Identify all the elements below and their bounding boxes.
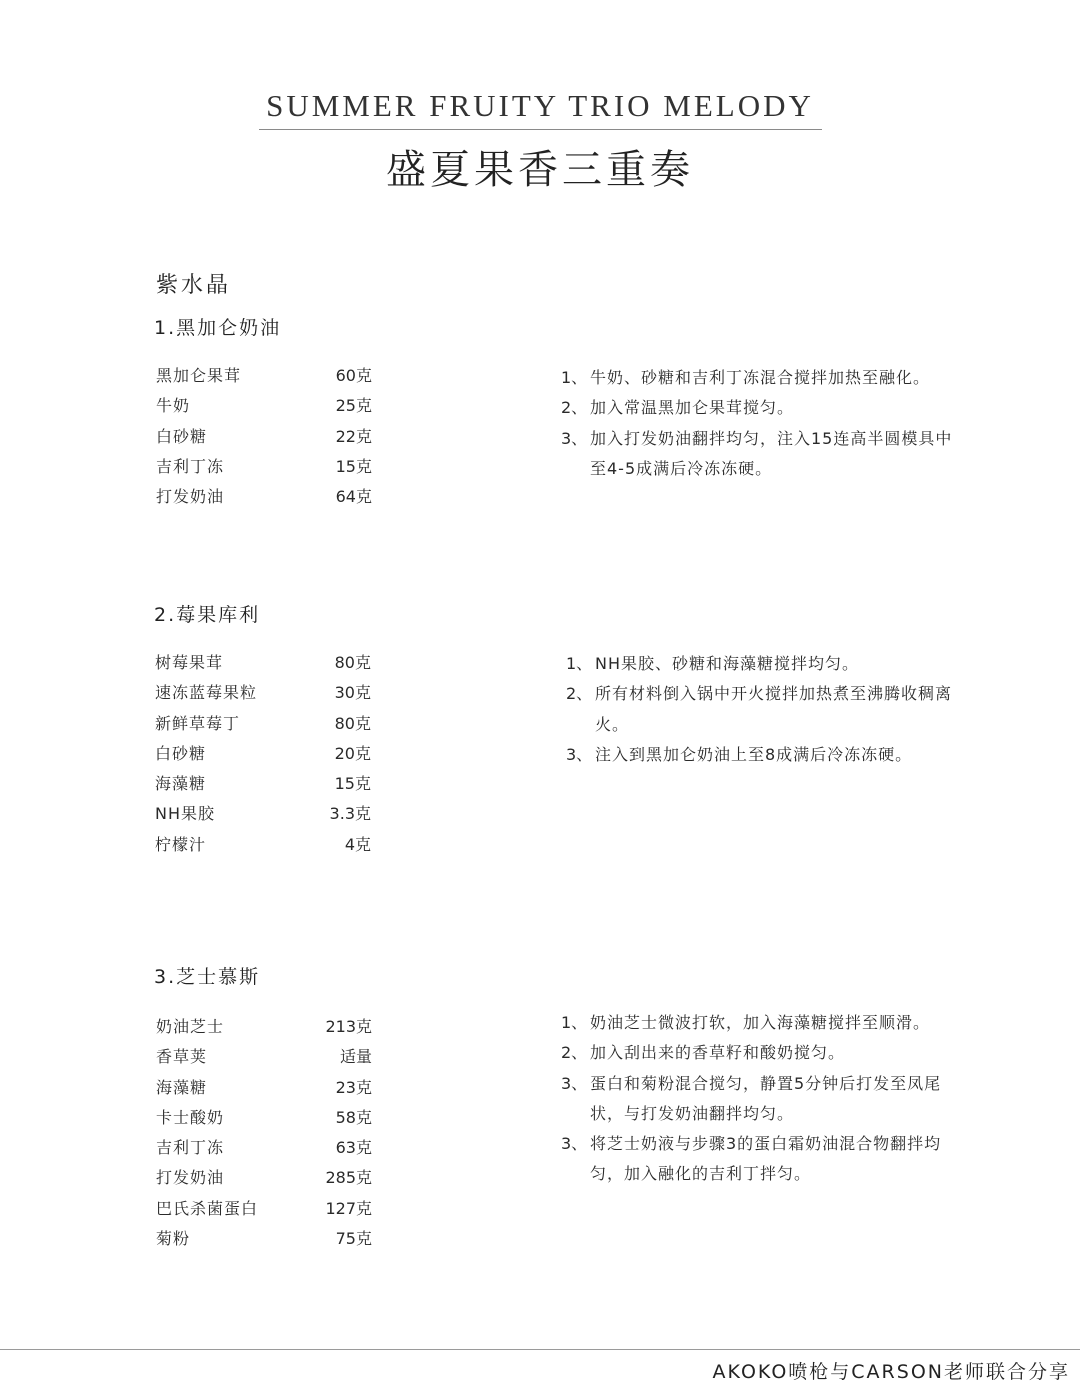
ingredient-quantity: 285克 — [325, 1168, 372, 1188]
step-list — [561, 1008, 981, 1190]
ingredient-name: 柠檬汁 — [155, 834, 207, 854]
ingredient-row — [156, 484, 376, 514]
ingredient-row — [155, 680, 375, 710]
step-item — [561, 1008, 981, 1038]
ingredient-row — [155, 832, 375, 862]
ingredient-name: 白砂糖 — [156, 426, 208, 446]
title-divider — [259, 129, 822, 130]
ingredient-quantity: 适量 — [339, 1047, 372, 1067]
ingredient-row — [156, 393, 376, 423]
step-item — [561, 393, 981, 423]
ingredient-quantity: 80克 — [334, 713, 371, 733]
step-number: 3、 — [566, 744, 593, 764]
step-item — [566, 649, 986, 679]
title-english: SUMMER FRUITY TRIO MELODY — [266, 88, 814, 123]
step-item — [561, 363, 981, 393]
ingredient-quantity: 4克 — [344, 834, 371, 854]
ingredient-row — [156, 424, 376, 454]
ingredient-quantity: 127克 — [325, 1198, 372, 1218]
step-text: 牛奶、砂糖和吉利丁冻混合搅拌加热至融化。 — [590, 368, 931, 387]
ingredient-name: 黑加仑果茸 — [156, 366, 242, 385]
ingredient-quantity: 75克 — [335, 1229, 372, 1249]
recipe-name: 紫水晶 — [156, 273, 232, 298]
ingredient-row — [156, 1014, 376, 1044]
ingredient-quantity: 25克 — [335, 396, 372, 416]
ingredient-quantity: 60克 — [335, 366, 372, 385]
ingredient-name: 速冻蓝莓果粒 — [155, 683, 258, 703]
step-list — [561, 363, 981, 484]
ingredient-name: 吉利丁冻 — [156, 1138, 225, 1158]
ingredient-row — [155, 650, 375, 680]
ingredient-quantity: 63克 — [335, 1138, 372, 1158]
footer-divider — [0, 1349, 1080, 1350]
step-text: 加入常温黑加仑果茸搅匀。 — [590, 398, 795, 418]
ingredient-name: 牛奶 — [156, 396, 191, 416]
section-heading: 3.芝士慕斯 — [154, 966, 261, 988]
ingredient-row — [155, 741, 375, 771]
footer-credit: AKOKO喷枪与CARSON老师联合分享 — [712, 1361, 1070, 1383]
ingredient-quantity: 80克 — [334, 653, 371, 672]
step-list — [566, 649, 986, 770]
step-text: 注入到黑加仑奶油上至8成满后冷冻冻硬。 — [595, 744, 913, 764]
ingredient-name: 海藻糖 — [156, 1077, 208, 1097]
ingredient-row — [156, 1226, 376, 1256]
ingredient-quantity: 30克 — [334, 683, 371, 703]
ingredient-list — [156, 1014, 376, 1256]
step-number: 1、 — [561, 368, 588, 387]
ingredient-list — [155, 650, 375, 862]
step-number: 3、 — [561, 1073, 588, 1093]
ingredient-row — [156, 1044, 376, 1074]
step-text: 所有材料倒入锅中开火搅拌加热煮至沸腾收稠离火。 — [595, 684, 953, 734]
step-item — [561, 1038, 981, 1068]
ingredient-row — [156, 1196, 376, 1226]
ingredient-row — [155, 801, 375, 831]
step-text: 将芝士奶液与步骤3的蛋白霜奶油混合物翻拌均匀，加入融化的吉利丁拌匀。 — [590, 1134, 942, 1184]
ingredient-name: 树莓果茸 — [155, 653, 224, 672]
ingredient-row — [156, 1105, 376, 1135]
ingredient-quantity: 3.3克 — [329, 804, 371, 824]
ingredient-quantity: 15克 — [335, 456, 372, 476]
step-number: 2、 — [561, 1043, 588, 1063]
ingredient-row — [156, 454, 376, 484]
step-number: 3、 — [561, 1134, 588, 1154]
section-heading: 1.黑加仑奶油 — [154, 317, 282, 339]
ingredient-quantity: 15克 — [334, 774, 371, 794]
step-item — [561, 424, 981, 485]
step-number: 1、 — [566, 654, 593, 673]
step-item — [566, 679, 986, 740]
ingredient-name: 白砂糖 — [155, 743, 207, 763]
ingredient-quantity: 20克 — [334, 743, 371, 763]
ingredient-name: 打发奶油 — [156, 1168, 225, 1188]
step-item — [561, 1069, 981, 1130]
ingredient-name: 巴氏杀菌蛋白 — [156, 1198, 259, 1218]
ingredient-name: 卡士酸奶 — [156, 1107, 225, 1127]
ingredient-name: 菊粉 — [156, 1229, 191, 1249]
ingredient-name: NH果胶 — [155, 804, 216, 824]
step-number: 2、 — [566, 684, 593, 704]
ingredient-name: 奶油芝士 — [156, 1017, 225, 1036]
ingredient-quantity: 64克 — [335, 487, 372, 507]
ingredient-name: 海藻糖 — [155, 774, 207, 794]
ingredient-list — [156, 363, 376, 514]
ingredient-name: 香草荚 — [156, 1047, 208, 1067]
ingredient-row — [156, 1075, 376, 1105]
step-item — [561, 1129, 981, 1190]
ingredient-row — [155, 711, 375, 741]
step-text: 加入打发奶油翻拌均匀，注入15连高半圆模具中至4-5成满后冷冻冻硬。 — [590, 428, 953, 478]
ingredient-quantity: 213克 — [325, 1017, 372, 1036]
section-heading: 2.莓果库利 — [154, 604, 261, 626]
ingredient-name: 打发奶油 — [156, 487, 225, 507]
step-number: 2、 — [561, 398, 588, 418]
ingredient-quantity: 23克 — [335, 1077, 372, 1097]
step-number: 3、 — [561, 428, 588, 448]
step-text: 加入刮出来的香草籽和酸奶搅匀。 — [590, 1043, 846, 1063]
step-number: 1、 — [561, 1013, 588, 1032]
title-chinese: 盛夏果香三重奏 — [386, 147, 694, 193]
step-text: NH果胶、砂糖和海藻糖搅拌均匀。 — [595, 654, 860, 673]
ingredient-row — [156, 1165, 376, 1195]
ingredient-row — [156, 1135, 376, 1165]
ingredient-quantity: 58克 — [335, 1107, 372, 1127]
ingredient-row — [156, 363, 376, 393]
ingredient-row — [155, 771, 375, 801]
step-text: 奶油芝士微波打软，加入海藻糖搅拌至顺滑。 — [590, 1013, 931, 1032]
ingredient-name: 吉利丁冻 — [156, 456, 225, 476]
ingredient-quantity: 22克 — [335, 426, 372, 446]
step-item — [566, 740, 986, 770]
step-text: 蛋白和菊粉混合搅匀，静置5分钟后打发至凤尾状，与打发奶油翻拌均匀。 — [590, 1073, 942, 1123]
ingredient-name: 新鲜草莓丁 — [155, 713, 241, 733]
